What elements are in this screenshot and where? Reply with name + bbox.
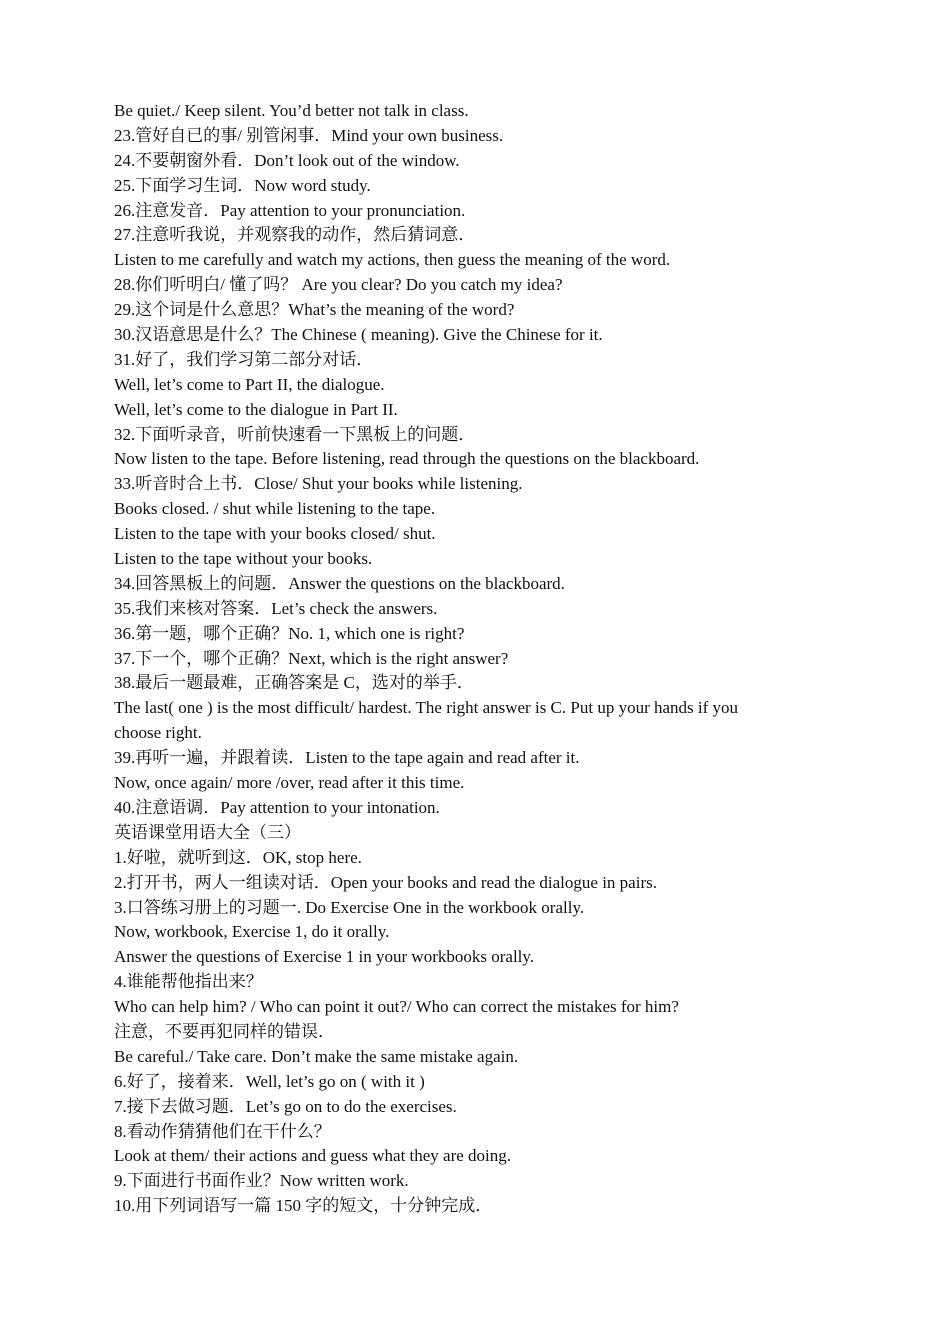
- text-line: 10.用下列词语写一篇 150 字的短文，十分钟完成．: [114, 1196, 493, 1216]
- text-line: 8.看动作猜猜他们在干什么？: [114, 1121, 331, 1141]
- text-line: Be careful./ Take care. Don’t make the same mistake again.: [114, 1046, 519, 1066]
- text-line: 7.接下去做习题．Let’s go on to do the exercises.: [114, 1096, 457, 1116]
- text-line: Listen to the tape without your books.: [114, 549, 373, 569]
- text-line: 26.注意发音．Pay attention to your pronunciation.: [114, 200, 466, 220]
- text-line: 40.注意语调．Pay attention to your intonation.: [114, 797, 440, 817]
- text-line: 25.下面学习生词．Now word study.: [114, 175, 371, 195]
- text-line: Answer the questions of Exercise 1 in your workbooks orally.: [114, 947, 535, 967]
- text-line: Now, workbook, Exercise 1, do it orally.: [114, 922, 390, 942]
- text-line: 37.下一个，哪个正确？Next, which is the right answer?: [114, 648, 509, 668]
- text-line: 23.管好自已的事/ 别管闲事．Mind your own business.: [114, 125, 504, 145]
- document-page: [114, 99, 842, 1219]
- text-line: 24.不要朝窗外看．Don’t look out of the window.: [114, 150, 460, 170]
- text-line: 1.好啦，就听到这．OK, stop here.: [114, 847, 362, 867]
- text-line: 3.口答练习册上的习题一. Do Exercise One in the workbook orally.: [114, 897, 585, 917]
- text-line: Well, let’s come to the dialogue in Part II.: [114, 399, 398, 419]
- text-line: Look at them/ their actions and guess what they are doing.: [114, 1146, 512, 1166]
- text-line: Now, once again/ more /over, read after it this time.: [114, 773, 465, 793]
- text-line: 36.第一题，哪个正确？No. 1, which one is right?: [114, 623, 465, 643]
- text-line: 33.听音时合上书．Close/ Shut your books while listening.: [114, 474, 523, 494]
- text-line: 38.最后一题最难，正确答案是 C，选对的举手．: [114, 673, 474, 693]
- text-line: Books closed. / shut while listening to the tape.: [114, 499, 436, 519]
- text-line: Who can help him? / Who can point it out?/ Who can correct the mistakes for him?: [114, 997, 679, 1017]
- text-line: 28.你们听明白/ 懂了吗？ Are you clear? Do you catch my idea?: [114, 275, 563, 295]
- text-line: 39.再听一遍，并跟着读．Listen to the tape again and read after it.: [114, 748, 580, 768]
- text-line: Now listen to the tape. Before listening, read through the questions on the blackboard.: [114, 449, 700, 469]
- text-line: 4.谁能帮他指出来？: [114, 972, 263, 992]
- text-line: choose right.: [114, 723, 202, 743]
- text-line: 9.下面进行书面作业？Now written work.: [114, 1171, 409, 1191]
- text-line: 2.打开书，两人一组读对话．Open your books and read the dialogue in pairs.: [114, 872, 657, 892]
- text-line: Be quiet./ Keep silent. You’d better not talk in class.: [114, 101, 469, 120]
- text-line: 29.这个词是什么意思？What’s the meaning of the word?: [114, 300, 515, 320]
- text-line: 35.我们来核对答案．Let’s check the answers.: [114, 598, 438, 618]
- text-line: 30.汉语意思是什么？The Chinese ( meaning). Give the Chinese for it.: [114, 325, 603, 345]
- text-line: 31.好了，我们学习第二部分对话．: [114, 349, 374, 369]
- section-heading: 英语课堂用语大全（三）: [114, 822, 301, 842]
- text-line: 34.回答黑板上的问题．Answer the questions on the blackboard.: [114, 573, 565, 593]
- text-line: 27.注意听我说，并观察我的动作，然后猜词意．: [114, 225, 476, 245]
- text-line: 6.好了，接着来．Well, let’s go on ( with it ): [114, 1071, 425, 1091]
- text-line: 注意，不要再犯同样的错误．: [114, 1021, 335, 1041]
- text-line: Listen to me carefully and watch my actions, then guess the meaning of the word.: [114, 250, 671, 270]
- text-line: Listen to the tape with your books closed/ shut.: [114, 524, 436, 544]
- text-line: 32.下面听录音，听前快速看一下黑板上的问题．: [114, 424, 476, 444]
- text-line: The last( one ) is the most difficult/ hardest. The right answer is C. Put up your hands if you: [114, 698, 739, 718]
- text-line: Well, let’s come to Part II, the dialogue.: [114, 374, 385, 394]
